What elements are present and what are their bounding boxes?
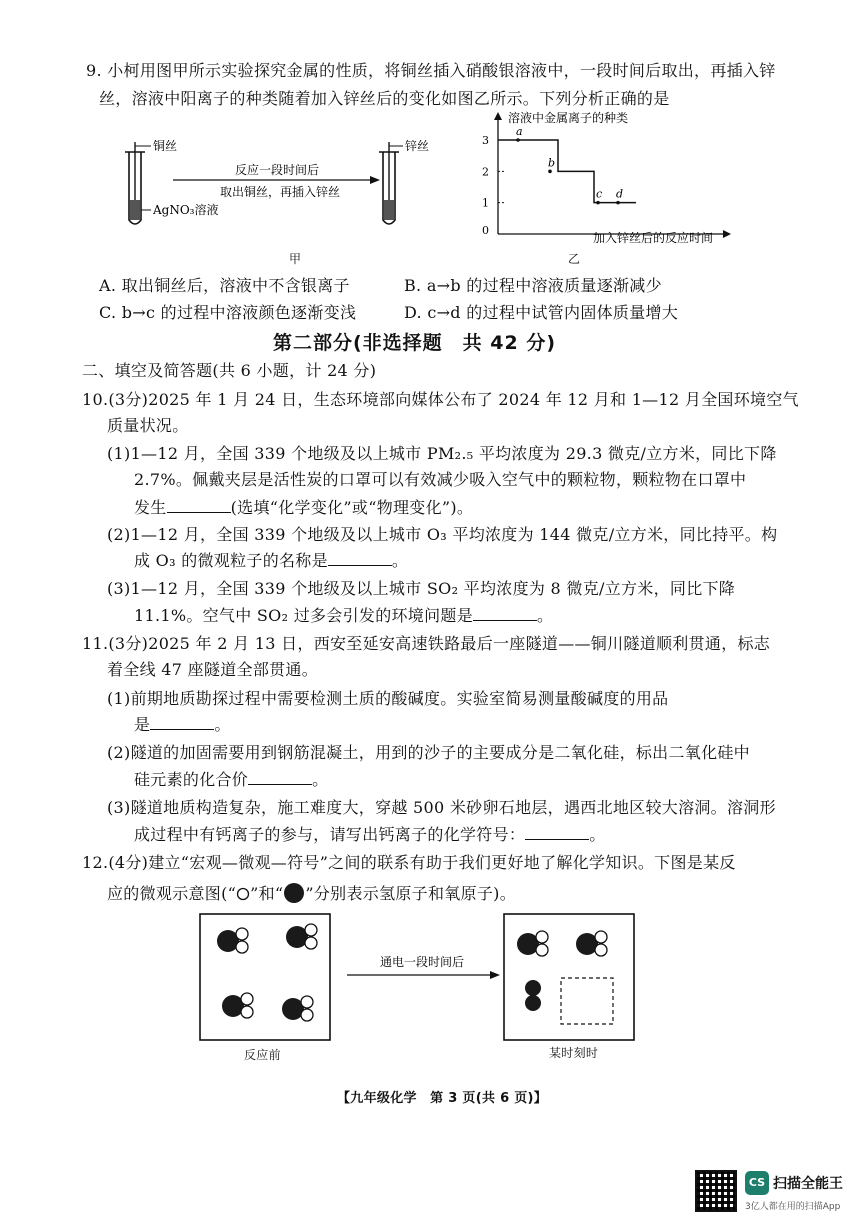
caption-after: 某时刻时 (549, 1046, 599, 1060)
point-b (548, 170, 552, 174)
answer-blank-10-2[interactable] (328, 551, 392, 566)
box-after (504, 914, 634, 1040)
q9-option-d: D. c→d 的过程中试管内固体质量增大 (404, 303, 679, 322)
answer-blank-10-3[interactable] (473, 606, 537, 621)
q9-line-2: 丝，溶液中阳离子的种类随着加入锌丝后的变化如图乙所示。下列分析正确的是 (99, 89, 670, 108)
q11-line-1: 11.(3分)2025 年 2 月 13 日，西安至延安高速铁路最后一座隧道——铜川隧道顺利贯通，标志 (82, 634, 771, 653)
point-label-c: c (596, 187, 603, 201)
page-footer: 【九年级化学 第 3 页(共 6 页)】 (337, 1091, 548, 1106)
q9-line-1: 9. 小柯用图甲所示实验探究金属的性质，将铜丝插入硝酸银溶液中，一段时间后取出，再插入锌 (86, 61, 776, 80)
figure-yi-chart (470, 110, 740, 260)
q10-1-line-2: 2.7%。佩戴夹层是活性炭的口罩可以有效减少吸入空气中的颗粒物，颗粒物在口罩中 (134, 470, 747, 489)
q10-3-line-1: (3)1—12 月，全国 339 个地级及以上城市 SO₂ 平均浓度为 8 微克/立方米，同比下降 (107, 579, 736, 598)
y-tick-label: 2 (482, 165, 489, 179)
q9-option-c: C. b→c 的过程中溶液颜色逐渐变浅 (99, 303, 357, 322)
q11-2-line-2: 硅元素的化合价 。 (134, 770, 329, 789)
scanner-tagline: 3亿人都在用的扫描App (745, 1202, 841, 1212)
figure-jia (115, 140, 445, 235)
label-xinsi: 锌丝 (405, 140, 430, 153)
oxygen-atom-icon (283, 882, 305, 904)
q10-2-line-2: 成 O₃ 的微观粒子的名称是 。 (134, 551, 409, 570)
water-molecule (217, 928, 248, 953)
answer-blank-11-3[interactable] (525, 825, 589, 840)
q11-line-2: 着全线 47 座隧道全部贯通。 (107, 660, 319, 679)
caption-yi: 乙 (568, 252, 581, 266)
camscanner-logo: CS (745, 1171, 769, 1195)
water-molecule (286, 924, 317, 949)
caption-before: 反应前 (244, 1048, 281, 1062)
label-tongsi: 铜丝 (153, 140, 178, 153)
q11-3-line-2: 成过程中有钙离子的参与，请写出钙离子的化学符号： 。 (134, 825, 606, 844)
water-molecule (222, 993, 253, 1018)
q10-line-1: 10.(3分)2025 年 1 月 24 日，生态环境部向媒体公布了 2024 年 12 月和 1—12 月全国环境空气 (82, 390, 799, 409)
label-agno3: AgNO₃溶液 (153, 203, 219, 217)
q11-3-line-1: (3)隧道地质构造复杂，施工难度大，穿越 500 米砂卵石地层，遇西北地区较大溶洞。溶洞形 (107, 798, 776, 817)
section2-title: 二、填空及简答题(共 6 小题，计 24 分) (82, 361, 377, 380)
part2-title: 第二部分(非选择题 共 42 分) (273, 332, 557, 354)
water-molecule (282, 996, 313, 1021)
q10-3-line-2: 11.1%。空气中 SO₂ 过多会引发的环境问题是 。 (134, 606, 554, 625)
qr-code-icon (695, 1170, 737, 1212)
q11-2-line-1: (2)隧道的加固需要用到钢筋混凝土，用到的沙子的主要成分是二氧化硅，标出二氧化硅中 (107, 743, 750, 762)
q12-line-1: 12.(4分)建立“宏观—微观—符号”之间的联系有助于我们更好地了解化学知识。下图是某反 (82, 853, 736, 872)
point-label-d: d (616, 187, 624, 201)
q10-1-line-1: (1)1—12 月，全国 339 个地级及以上城市 PM₂.₅ 平均浓度为 29.3 微克/立方米，同比下降 (107, 444, 777, 463)
q9-option-b: B. a→b 的过程中溶液质量逐渐减少 (404, 276, 662, 295)
answer-blank-10-1[interactable] (167, 498, 231, 513)
y-tick-label: 3 (482, 134, 489, 147)
water-molecule (517, 931, 548, 956)
answer-box-dashed[interactable] (561, 978, 613, 1024)
y-tick-label: 1 (482, 196, 489, 210)
x-axis-label: 加入锌丝后的反应时间 (593, 231, 714, 245)
point-a (516, 138, 520, 142)
reaction-diagram (195, 912, 675, 1044)
caption-jia: 甲 (289, 252, 302, 266)
answer-blank-11-2[interactable] (248, 770, 312, 785)
hydrogen-atom-icon (236, 887, 250, 901)
y-tick-label: 0 (482, 224, 489, 237)
point-label-a: a (516, 125, 523, 138)
q9-option-a: A. 取出铜丝后，溶液中不含银离子 (99, 276, 350, 295)
y-axis-label: 溶液中金属离子的种类 (508, 111, 629, 125)
answer-blank-11-1[interactable] (150, 715, 214, 730)
scanner-brand-name: 扫描全能王 (773, 1176, 843, 1192)
oxygen-molecule (525, 980, 541, 1011)
q10-line-2: 质量状况。 (107, 416, 189, 435)
q12-line-2: 应的微观示意图(“ ”和“ ”分别表示氢原子和氧原子)。 (107, 884, 517, 903)
point-label-b: b (548, 156, 556, 170)
q10-2-line-1: (2)1—12 月，全国 339 个地级及以上城市 O₃ 平均浓度为 144 微克/立方米，同比持平。构 (107, 525, 778, 544)
arrow-label-bottom: 取出铜丝，再插入锌丝 (220, 185, 341, 199)
test-tube-2 (379, 142, 403, 224)
test-tube-1 (125, 142, 151, 224)
arrow-label-top: 反应一段时间后 (235, 163, 320, 177)
q10-1-line-3: 发生 (选填“化学变化”或“物理变化”)。 (134, 498, 474, 517)
water-molecule (576, 931, 607, 956)
q11-1-line-2: 是 。 (134, 715, 231, 734)
q11-1-line-1: (1)前期地质勘探过程中需要检测土质的酸碱度。实验室简易测量酸碱度的用品 (107, 689, 669, 708)
reaction-arrow-label: 通电一段时间后 (380, 955, 465, 969)
point-c (596, 201, 600, 205)
point-d (616, 201, 620, 205)
